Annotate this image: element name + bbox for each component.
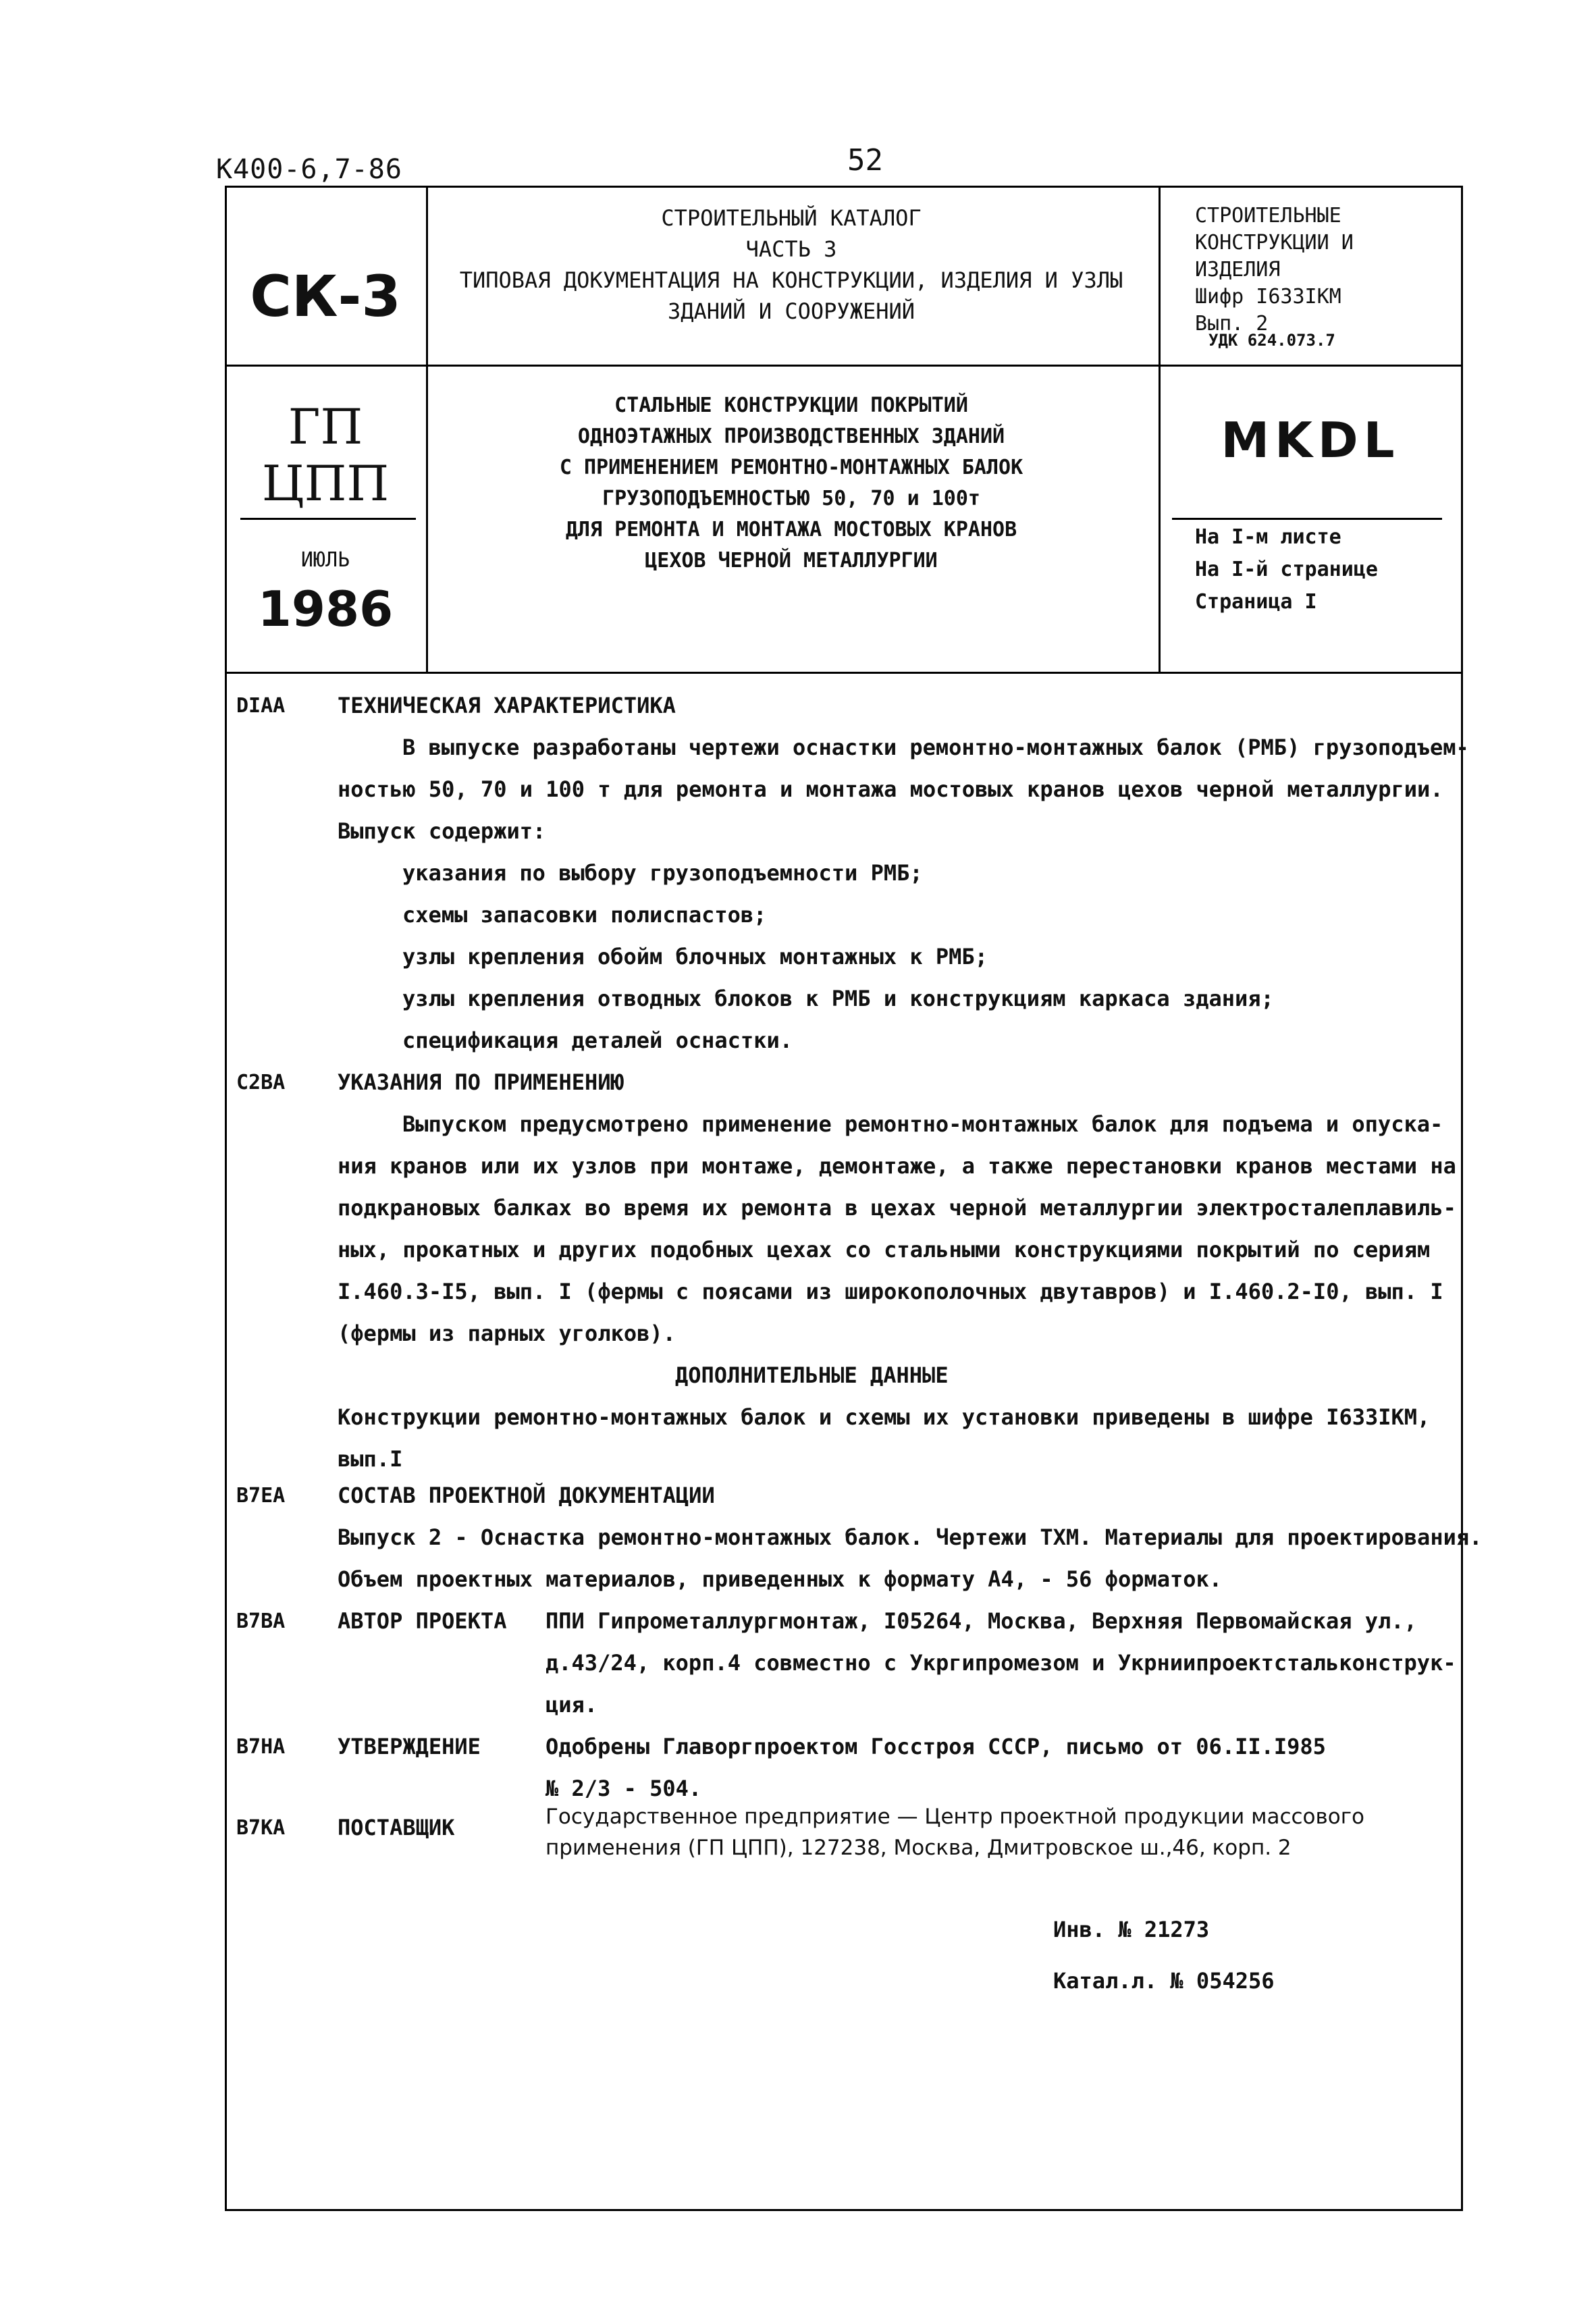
paragraph-line: ных, прокатных и других подобных цехах со стальными конструкциями покрытий по сериям	[338, 1237, 1431, 1262]
page-number: 52	[847, 143, 883, 178]
catalog-sheet-number: Катал.л. № 054256	[1053, 1968, 1275, 1994]
section-code: B7KA	[236, 1816, 286, 1840]
document-title-line: С ПРИМЕНЕНИЕМ РЕМОНТНО-МОНТАЖНЫХ БАЛОК	[559, 456, 1023, 479]
composition-description	[338, 1516, 1483, 1600]
publisher-logo-text	[227, 398, 424, 512]
catalog-title-line: ЧАСТЬ 3	[745, 236, 837, 262]
paragraph-line: Конструкции ремонтно-монтажных балок и схемы их установки приведены в шифре I633IКМ,	[338, 1404, 1431, 1430]
publication-year: 1986	[257, 581, 394, 637]
inventory-number: Инв. № 21273	[1053, 1917, 1210, 1942]
section-title: СОСТАВ ПРОЕКТНОЙ ДОКУМЕНТАЦИИ	[338, 1483, 715, 1508]
paragraph-line: (фермы из парных уголков).	[338, 1321, 676, 1346]
approval-description	[546, 1726, 1450, 1809]
list-item: указания по выбору грузоподъемности РМБ;	[402, 860, 923, 886]
section-code: B7EA	[236, 1484, 286, 1508]
list-item: узлы крепления отводных блоков к РМБ и конструкциям каркаса здания;	[402, 986, 1274, 1011]
section-title: АВТОР ПРОЕКТА	[338, 1608, 507, 1634]
section-title: ТЕХНИЧЕСКАЯ ХАРАКТЕРИСТИКА	[338, 693, 676, 718]
usage-description	[338, 1103, 1456, 1480]
publisher-line: ГП	[288, 398, 363, 455]
catalog-section-code: СК-3	[250, 263, 401, 329]
category-line: ИЗДЕЛИЯ	[1195, 258, 1281, 282]
udk-code: УДК 624.073.7	[1208, 331, 1335, 350]
document-title-line: ГРУЗОПОДЪЕМНОСТЬЮ 50, 70 и 100т	[602, 487, 980, 510]
publication-month: ИЮЛЬ	[300, 548, 350, 572]
paragraph-line: Выпуск 2 - Оснастка ремонтно-монтажных балок. Чертежи ТХМ. Материалы для проектирования.	[338, 1524, 1483, 1550]
classification-code: MKDL	[1221, 412, 1400, 469]
paragraph-line: ция.	[546, 1692, 598, 1718]
paragraph-line: Государственное предприятие — Центр проектной продукции массового	[546, 1805, 1365, 1829]
cipher-line: Шифр I633IКМ	[1195, 285, 1341, 309]
supplier-description	[546, 1801, 1450, 1863]
section-title: ПОСТАВЩИК	[338, 1815, 455, 1840]
paragraph-line: подкрановых балках во время их ремонта в цехах черной металлургии электросталеплавиль-	[338, 1195, 1456, 1221]
paragraph-line: I.460.3-I5, вып. I (фермы с поясами из широкополочных двутавров) и I.460.2-I0, вып. I	[338, 1279, 1443, 1304]
catalog-title-line: СТРОИТЕЛЬНЫЙ КАТАЛОГ	[661, 205, 922, 231]
category-line: СТРОИТЕЛЬНЫЕ	[1195, 204, 1341, 228]
paragraph-line: Объем проектных материалов, приведенных к формату А4, - 56 форматок.	[338, 1566, 1223, 1592]
catalog-title-line: ЗДАНИЙ И СООРУЖЕНИЙ	[667, 298, 915, 324]
list-item: спецификация деталей оснастки.	[402, 1028, 793, 1053]
paragraph-line: Выпуском предусмотрено применение ремонтно-монтажных балок для подъема и опуска-	[402, 1111, 1443, 1137]
section-title: УКАЗАНИЯ ПО ПРИМЕНЕНИЮ	[338, 1069, 624, 1095]
category-info	[1195, 203, 1452, 338]
document-title-line: ОДНОЭТАЖНЫХ ПРОИЗВОДСТВЕННЫХ ЗДАНИЙ	[577, 425, 1005, 448]
category-line: КОНСТРУКЦИИ И	[1195, 231, 1354, 255]
catalog-title-line: ТИПОВАЯ ДОКУМЕНТАЦИЯ НА КОНСТРУКЦИИ, ИЗДЕЛИЯ И УЗЛЫ	[459, 267, 1123, 293]
paragraph-line: д.43/24, корп.4 совместно с Укргипромезом и Укрниипроектстальконструк-	[546, 1650, 1456, 1676]
section-title: УТВЕРЖДЕНИЕ	[338, 1734, 481, 1759]
document-title-line: ЦЕХОВ ЧЕРНОЙ МЕТАЛЛУРГИИ	[645, 549, 938, 573]
paragraph-line: вып.I	[338, 1446, 403, 1472]
paragraph-line: ППИ Гипрометаллургмонтаж, I05264, Москва, Верхняя Первомайская ул.,	[546, 1608, 1417, 1634]
tech-description	[338, 726, 1469, 1061]
section-code: DIAA	[236, 694, 286, 718]
document-title-line: ДЛЯ РЕМОНТА И МОНТАЖА МОСТОВЫХ КРАНОВ	[565, 518, 1017, 541]
author-description	[546, 1600, 1456, 1726]
section-code: B7HA	[236, 1735, 286, 1759]
sheet-info-line: На I-м листе	[1195, 525, 1341, 549]
paragraph-line: ностью 50, 70 и 100 т для ремонта и монтажа мостовых кранов цехов черной металлургии.	[338, 776, 1443, 802]
section-code: B7BA	[236, 1610, 286, 1633]
section-code: C2BA	[236, 1071, 286, 1094]
paragraph-line: № 2/3 - 504.	[546, 1776, 702, 1801]
paragraph-line: Одобрены Главоргпроектом Госстроя СССР, письмо от 06.II.I985	[546, 1734, 1326, 1759]
paragraph-line: применения (ГП ЦПП), 127238, Москва, Дмитровское ш.,46, корп. 2	[546, 1836, 1292, 1860]
sheet-info	[1195, 521, 1378, 618]
paragraph-line: В выпуске разработаны чертежи оснастки ремонтно-монтажных балок (РМБ) грузоподъем-	[402, 735, 1469, 760]
paragraph-line: Выпуск содержит:	[338, 818, 546, 844]
list-item: схемы запасовки полиспастов;	[402, 902, 767, 928]
paragraph-line: ния кранов или их узлов при монтаже, демонтаже, а также перестановки кранов местами на	[338, 1153, 1456, 1179]
sheet-info-line: На I-й странице	[1195, 558, 1378, 581]
sheet-info-line: Страница I	[1195, 590, 1317, 614]
publisher-line: ЦПП	[261, 455, 390, 512]
issue-line: Вып. 2	[1195, 312, 1269, 336]
inventory-block	[1053, 1904, 1275, 2006]
document-title-line: СТАЛЬНЫЕ КОНСТРУКЦИИ ПОКРЫТИЙ	[614, 394, 968, 417]
list-item: узлы крепления обойм блочных монтажных к РМБ;	[402, 944, 988, 969]
catalog-title	[427, 203, 1156, 327]
document-title	[427, 390, 1156, 577]
subsection-title: ДОПОЛНИТЕЛЬНЫЕ ДАННЫЕ	[675, 1362, 949, 1388]
document-code: К400-6,7-86	[216, 154, 402, 185]
